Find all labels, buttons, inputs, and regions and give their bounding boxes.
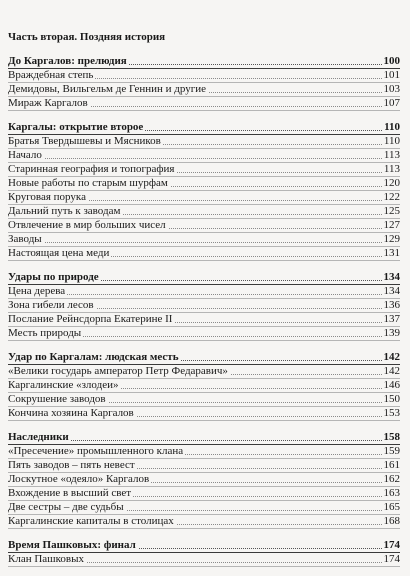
entry-title: Две сестры – две судьбы <box>8 501 124 513</box>
section-page-number: 174 <box>383 539 400 551</box>
toc-entry <box>8 393 400 407</box>
entry-title: Начало <box>8 149 42 161</box>
entry-title: Заводы <box>8 233 42 245</box>
toc-entry <box>8 459 400 473</box>
toc-entry <box>8 365 400 379</box>
entry-page-number: 125 <box>383 205 400 217</box>
toc-section <box>8 350 400 421</box>
entry-page-number: 131 <box>383 247 400 259</box>
section-title: Время Пашковых: финал <box>8 539 136 551</box>
entry-title: Лоскутное «одеяло» Каргалов <box>8 473 150 485</box>
section-heading <box>8 538 400 553</box>
section-heading <box>8 430 400 445</box>
entry-page-number: 107 <box>383 97 400 109</box>
entry-page-number: 168 <box>383 515 400 527</box>
part-title: Часть вторая. Поздняя история <box>8 31 166 43</box>
toc-entry <box>8 299 400 313</box>
entry-title: Отвлечение в мир больших чисел <box>8 219 166 231</box>
entry-page-number: 146 <box>383 379 400 391</box>
entry-page-number: 110 <box>383 135 400 147</box>
entry-page-number: 134 <box>383 285 400 297</box>
section-page-number: 134 <box>383 271 400 283</box>
section-page-number: 158 <box>383 431 400 443</box>
toc-section <box>8 538 400 567</box>
section-page-number: 100 <box>383 55 400 67</box>
toc-entry <box>8 515 400 529</box>
entry-page-number: 127 <box>383 219 400 231</box>
entry-page-number: 113 <box>383 163 400 175</box>
toc-entry <box>8 501 400 515</box>
section-title: Каргалы: открытие второе <box>8 121 144 133</box>
entry-title: Дальний путь к заводам <box>8 205 121 217</box>
toc-entry <box>8 445 400 459</box>
entry-page-number: 163 <box>383 487 400 499</box>
entry-page-number: 162 <box>383 473 400 485</box>
entry-page-number: 137 <box>383 313 400 325</box>
entry-title: Месть природы <box>8 327 82 339</box>
entry-title: «Пресечение» промышленного клана <box>8 445 184 457</box>
entry-page-number: 139 <box>383 327 400 339</box>
entry-title: Враждебная степь <box>8 69 94 81</box>
toc-entry <box>8 327 400 341</box>
section-page-number: 142 <box>383 351 400 363</box>
entry-title: Цена дерева <box>8 285 66 297</box>
entry-title: «Велики государь амператор Петр Федаравич» <box>8 365 228 377</box>
toc-entry <box>8 177 400 191</box>
toc-section <box>8 270 400 341</box>
entry-page-number: 150 <box>383 393 400 405</box>
entry-page-number: 165 <box>383 501 400 513</box>
entry-title: Клан Пашковых <box>8 553 85 565</box>
toc-entry <box>8 473 400 487</box>
entry-page-number: 136 <box>383 299 400 311</box>
entry-page-number: 129 <box>383 233 400 245</box>
toc-entry <box>8 379 400 393</box>
entry-page-number: 113 <box>383 149 400 161</box>
toc-entry <box>8 247 400 261</box>
toc-entry <box>8 83 400 97</box>
entry-page-number: 161 <box>383 459 400 471</box>
section-title: Удары по природе <box>8 271 99 283</box>
section-page-number: 110 <box>384 121 400 133</box>
entry-page-number: 174 <box>383 553 400 565</box>
entry-title: Вхождение в высший свет <box>8 487 132 499</box>
entry-title: Мираж Каргалов <box>8 97 88 109</box>
entry-page-number: 159 <box>383 445 400 457</box>
toc-entry <box>8 69 400 83</box>
section-heading <box>8 270 400 285</box>
entry-page-number: 122 <box>383 191 400 203</box>
entry-title: Круговая порука <box>8 191 86 203</box>
entry-title: Кончина хозяина Каргалов <box>8 407 134 419</box>
section-heading <box>8 120 400 135</box>
entry-page-number: 120 <box>383 177 400 189</box>
entry-title: Демидовы, Вильгельм де Геннин и другие <box>8 83 207 95</box>
toc-section <box>8 54 400 111</box>
entry-title: Сокрушение заводов <box>8 393 106 405</box>
toc-entry <box>8 487 400 501</box>
entry-title: Настоящая цена меди <box>8 247 110 259</box>
entry-page-number: 101 <box>383 69 400 81</box>
toc-entry <box>8 219 400 233</box>
toc-entry <box>8 407 400 421</box>
entry-title: Каргалинские капиталы в столицах <box>8 515 174 527</box>
section-heading <box>8 54 400 69</box>
section-title: Наследники <box>8 431 69 443</box>
toc-entry <box>8 285 400 299</box>
toc-entry <box>8 313 400 327</box>
entry-title: Послание Рейнсдорпа Екатерине II <box>8 313 173 325</box>
section-title: До Каргалов: прелюдия <box>8 55 127 67</box>
entry-page-number: 153 <box>383 407 400 419</box>
entry-title: Зона гибели лесов <box>8 299 94 311</box>
toc-entry <box>8 149 400 163</box>
toc-section <box>8 120 400 261</box>
toc-entry <box>8 553 400 567</box>
entry-title: Каргалинские «злодеи» <box>8 379 119 391</box>
toc-entry <box>8 191 400 205</box>
entry-title: Новые работы по старым шурфам <box>8 177 168 189</box>
section-heading <box>8 350 400 365</box>
table-of-contents <box>8 54 400 576</box>
entry-title: Пять заводов – пять невест <box>8 459 135 471</box>
entry-title: Старинная география и топография <box>8 163 175 175</box>
toc-entry <box>8 233 400 247</box>
toc-entry <box>8 97 400 111</box>
toc-entry <box>8 205 400 219</box>
toc-section <box>8 430 400 529</box>
entry-title: Братья Твердышевы и Мясников <box>8 135 161 147</box>
toc-entry <box>8 135 400 149</box>
section-title: Удар по Каргалам: людская месть <box>8 351 179 363</box>
entry-page-number: 142 <box>383 365 400 377</box>
toc-entry <box>8 163 400 177</box>
entry-page-number: 103 <box>383 83 400 95</box>
